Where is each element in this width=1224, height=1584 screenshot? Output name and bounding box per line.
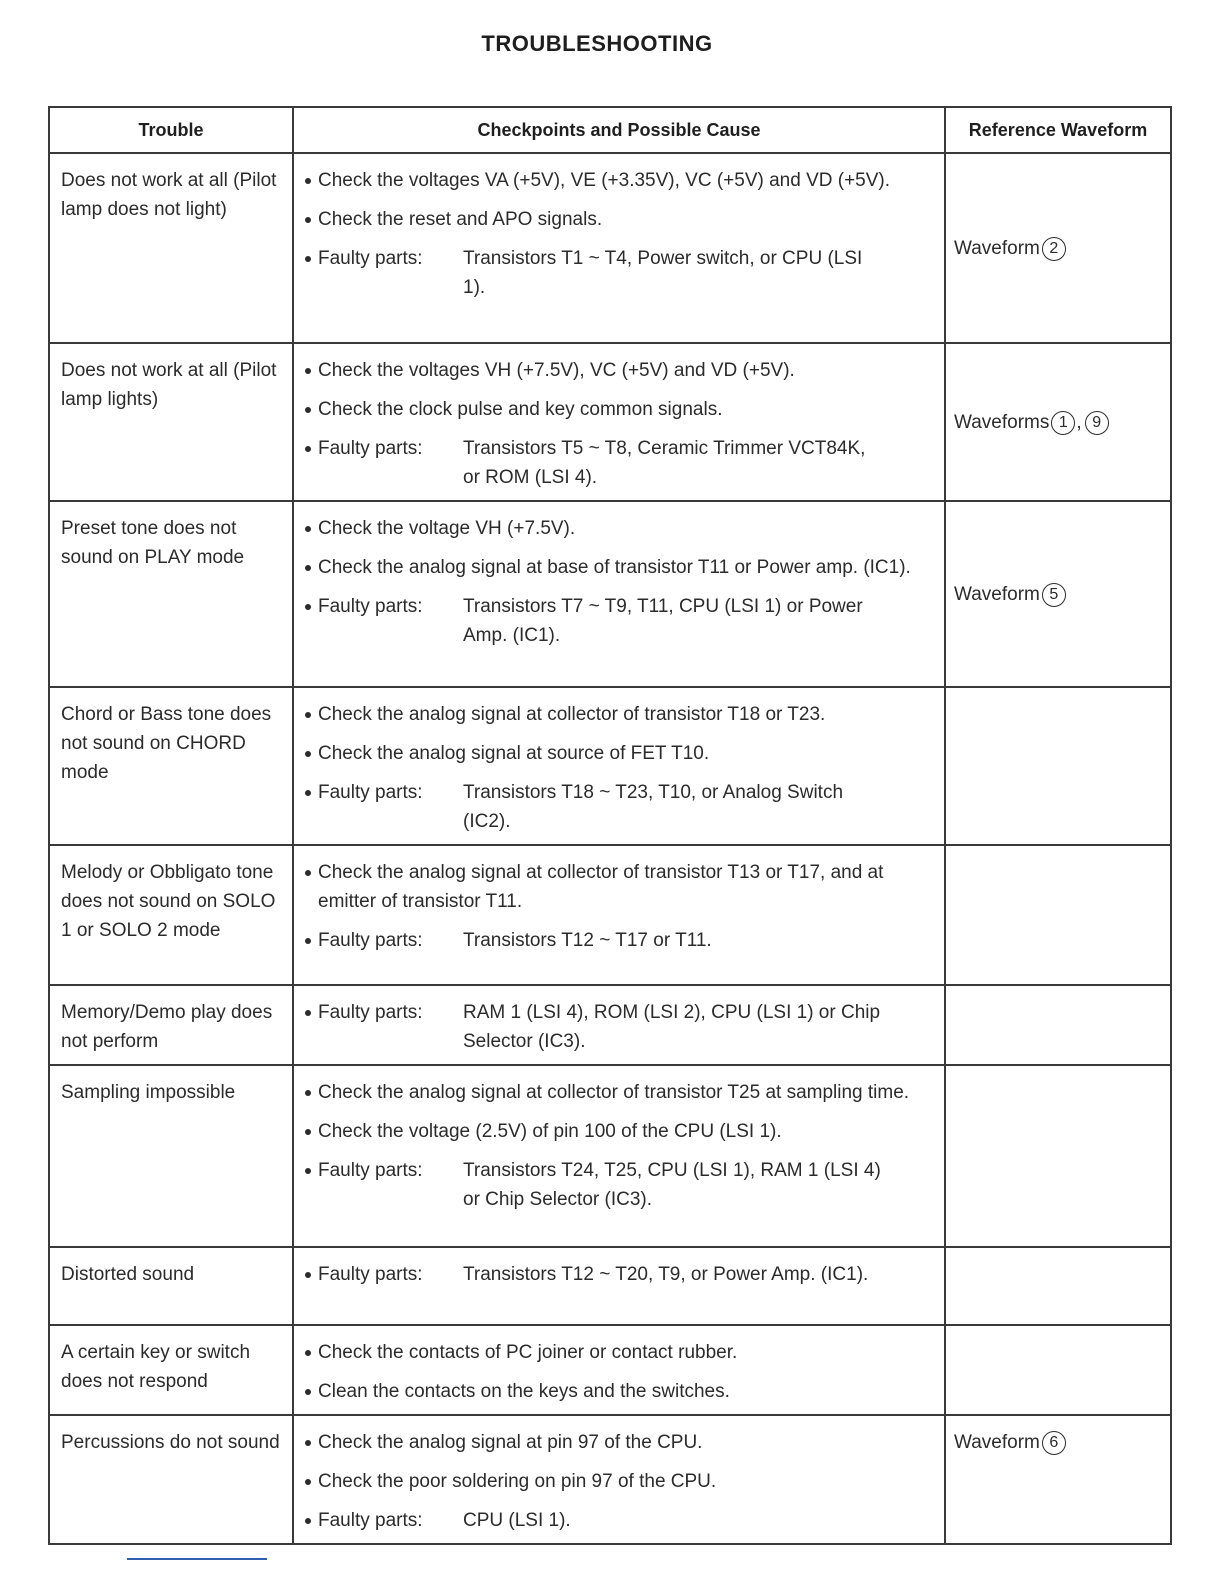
checkpoint-text: Check the analog signal at base of transistor T11 or Power amp. (IC1). (318, 557, 911, 578)
waveform-label: Waveform (954, 583, 1040, 605)
checkpoint-list (304, 1260, 934, 1289)
faulty-parts-item (304, 1156, 934, 1214)
checkpoint-item (304, 1467, 934, 1496)
checkpoint-item (304, 1338, 934, 1367)
checkpoint-text: Check the voltage VH (+7.5V). (318, 518, 576, 539)
checkpoint-item (304, 395, 934, 424)
faulty-parts-item (304, 1506, 934, 1535)
table-header-row (49, 107, 1171, 153)
trouble-text: Preset tone does not sound on PLAY mode (61, 518, 245, 568)
checkpoint-item (304, 166, 934, 195)
table-row (49, 845, 1171, 985)
checkpoint-list (304, 1338, 934, 1406)
faulty-parts-label: Faulty parts: (318, 1264, 423, 1285)
table-row (49, 153, 1171, 343)
checkpoint-text: Check the clock pulse and key common signals. (318, 399, 723, 420)
faulty-parts-text: Transistors T1 ~ T4, Power switch, or CPU (LSI 1). (463, 248, 863, 298)
footer-rule (127, 1558, 267, 1560)
trouble-cell (49, 985, 293, 1065)
trouble-cell (49, 1415, 293, 1544)
faulty-parts-label: Faulty parts: (318, 782, 423, 803)
checkpoint-item (304, 700, 934, 729)
table-row (49, 1065, 1171, 1247)
faulty-parts-text: RAM 1 (LSI 4), ROM (LSI 2), CPU (LSI 1) or Chip Selector (IC3). (463, 1002, 881, 1052)
checkpoints-cell (293, 501, 945, 687)
checkpoint-text: Check the analog signal at collector of transistor T18 or T23. (318, 704, 826, 725)
faulty-parts-label: Faulty parts: (318, 1160, 423, 1181)
checkpoint-list (304, 1078, 934, 1214)
checkpoint-item (304, 205, 934, 234)
trouble-text: Percussions do not sound (61, 1432, 280, 1453)
faulty-parts-item (304, 1260, 934, 1289)
checkpoint-list (304, 998, 934, 1056)
faulty-parts-item (304, 434, 934, 492)
checkpoint-text: Check the analog signal at source of FET T10. (318, 743, 710, 764)
waveform-cell (945, 687, 1171, 845)
trouble-text: Does not work at all (Pilot lamp does not light) (61, 170, 277, 220)
trouble-text: Sampling impossible (61, 1082, 236, 1103)
trouble-cell (49, 501, 293, 687)
trouble-cell (49, 1065, 293, 1247)
trouble-cell (49, 1325, 293, 1415)
checkpoint-text: Check the voltages VH (+7.5V), VC (+5V) and VD (+5V). (318, 360, 795, 381)
checkpoint-list (304, 356, 934, 492)
faulty-parts-text: Transistors T12 ~ T20, T9, or Power Amp. (IC1). (463, 1264, 869, 1285)
checkpoint-item (304, 1117, 934, 1146)
trouble-text: Melody or Obbligato tone does not sound on SOLO 1 or SOLO 2 mode (61, 862, 276, 941)
trouble-cell (49, 1247, 293, 1325)
table-row (49, 1247, 1171, 1325)
checkpoint-list (304, 166, 934, 302)
table-row (49, 985, 1171, 1065)
checkpoint-text: Check the contacts of PC joiner or contact rubber. (318, 1342, 738, 1363)
waveform-cell (945, 985, 1171, 1065)
faulty-parts-label: Faulty parts: (318, 1510, 423, 1531)
waveform-label: Waveform (954, 1432, 1040, 1453)
checkpoint-text: Check the voltage (2.5V) of pin 100 of the CPU (LSI 1). (318, 1121, 782, 1142)
checkpoints-cell (293, 1065, 945, 1247)
table-body (49, 153, 1171, 1544)
waveform-cell (945, 1065, 1171, 1247)
checkpoint-text: Check the voltages VA (+5V), VE (+3.35V), VC (+5V) and VD (+5V). (318, 170, 891, 191)
faulty-parts-item (304, 926, 934, 955)
waveform-number-badge: 1 (1051, 411, 1075, 435)
faulty-parts-label: Faulty parts: (318, 1002, 423, 1023)
checkpoints-cell (293, 1325, 945, 1415)
checkpoint-item (304, 1377, 934, 1406)
checkpoints-cell (293, 1415, 945, 1544)
checkpoint-list (304, 858, 934, 955)
checkpoints-cell (293, 845, 945, 985)
waveform-number-badge: 2 (1042, 237, 1066, 261)
header-trouble: Trouble (49, 107, 293, 153)
checkpoints-cell (293, 343, 945, 501)
checkpoint-item (304, 1078, 934, 1107)
waveform-label: Waveform (954, 237, 1040, 259)
checkpoint-text: Check the analog signal at pin 97 of the CPU. (318, 1432, 703, 1453)
trouble-text: Distorted sound (61, 1264, 195, 1285)
checkpoint-list (304, 514, 934, 650)
faulty-parts-text: Transistors T24, T25, CPU (LSI 1), RAM 1 (LSI 4) or Chip Selector (IC3). (463, 1160, 881, 1210)
faulty-parts-label: Faulty parts: (318, 248, 423, 269)
trouble-text: Does not work at all (Pilot lamp lights) (61, 360, 277, 410)
checkpoint-list (304, 700, 934, 836)
faulty-parts-label: Faulty parts: (318, 596, 423, 617)
faulty-parts-label: Faulty parts: (318, 438, 423, 459)
checkpoint-text: Check the poor soldering on pin 97 of the CPU. (318, 1471, 717, 1492)
trouble-cell (49, 343, 293, 501)
faulty-parts-item (304, 244, 934, 302)
checkpoint-text: Check the reset and APO signals. (318, 209, 603, 230)
checkpoint-text: Check the analog signal at collector of transistor T25 at sampling time. (318, 1082, 910, 1103)
waveform-cell (945, 501, 1171, 687)
checkpoint-item (304, 553, 934, 582)
waveform-cell (945, 343, 1171, 501)
checkpoints-cell (293, 153, 945, 343)
waveform-number-badge: 9 (1085, 411, 1109, 435)
faulty-parts-text: Transistors T7 ~ T9, T11, CPU (LSI 1) or Power Amp. (IC1). (463, 596, 863, 646)
waveform-cell (945, 1247, 1171, 1325)
faulty-parts-text: Transistors T5 ~ T8, Ceramic Trimmer VCT84K, or ROM (LSI 4). (463, 438, 866, 488)
waveform-separator: , (1076, 411, 1082, 433)
trouble-cell (49, 845, 293, 985)
waveform-cell (945, 1325, 1171, 1415)
waveform-cell (945, 845, 1171, 985)
table-row (49, 501, 1171, 687)
trouble-text: Chord or Bass tone does not sound on CHORD mode (61, 704, 272, 783)
checkpoint-list (304, 1428, 934, 1535)
trouble-text: Memory/Demo play does not perform (61, 1002, 273, 1052)
checkpoint-item (304, 356, 934, 385)
header-waveform: Reference Waveform (945, 107, 1171, 153)
faulty-parts-item (304, 778, 934, 836)
waveform-number-badge: 6 (1042, 1431, 1066, 1455)
faulty-parts-item (304, 998, 934, 1056)
waveform-number-badge: 5 (1042, 583, 1066, 607)
trouble-text: A certain key or switch does not respond (61, 1342, 251, 1392)
faulty-parts-item (304, 592, 934, 650)
faulty-parts-text: Transistors T12 ~ T17 or T11. (463, 930, 712, 951)
waveform-cell (945, 1415, 1171, 1544)
checkpoint-item (304, 739, 934, 768)
page-title: TROUBLESHOOTING (481, 31, 713, 56)
table-row (49, 343, 1171, 501)
table-row (49, 1415, 1171, 1544)
faulty-parts-text: CPU (LSI 1). (463, 1510, 571, 1531)
table-row (49, 1325, 1171, 1415)
waveform-label: Waveforms (954, 411, 1050, 433)
waveform-cell (945, 153, 1171, 343)
trouble-cell (49, 153, 293, 343)
checkpoint-item (304, 514, 934, 543)
checkpoint-item (304, 858, 934, 916)
trouble-cell (49, 687, 293, 845)
faulty-parts-text: Transistors T18 ~ T23, T10, or Analog Switch (IC2). (463, 782, 844, 832)
checkpoints-cell (293, 1247, 945, 1325)
checkpoints-cell (293, 687, 945, 845)
checkpoints-cell (293, 985, 945, 1065)
faulty-parts-label: Faulty parts: (318, 930, 423, 951)
checkpoint-text: Clean the contacts on the keys and the switches. (318, 1381, 730, 1402)
checkpoint-item (304, 1428, 934, 1457)
checkpoint-text: Check the analog signal at collector of transistor T13 or T17, and at emitter of transistor T11. (318, 862, 884, 912)
table-row (49, 687, 1171, 845)
header-checkpoints: Checkpoints and Possible Cause (293, 107, 945, 153)
troubleshooting-table (48, 106, 1172, 1545)
